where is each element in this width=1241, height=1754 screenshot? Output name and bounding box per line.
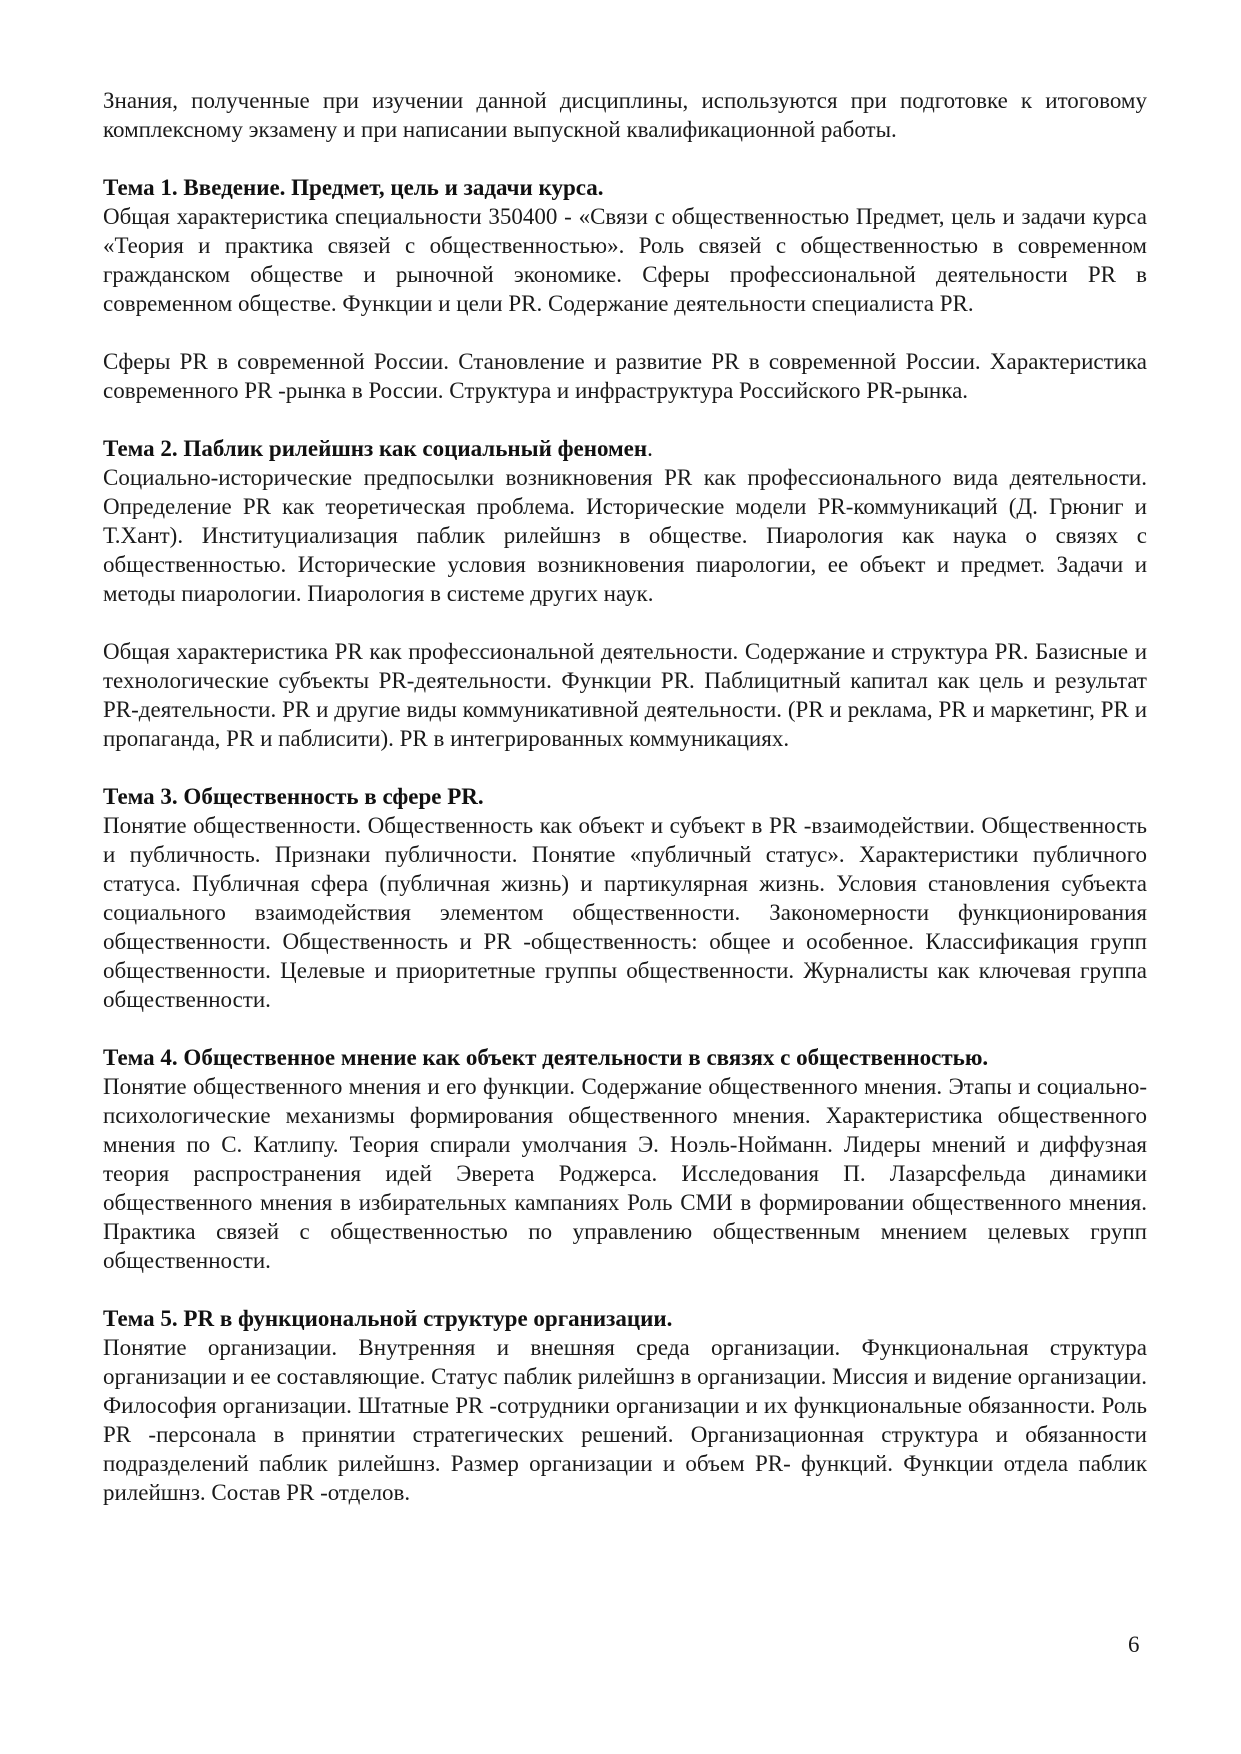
topic-paragraph: Понятие общественности. Общественность как объект и субъект в PR -взаимодействии. Общественность и публичность. Признаки публичности. Понятие «публичный статус». Характеристики публичного статуса. Публичная сфера (публичная жизнь) и партикулярная жизнь. Условия становления субъекта социального взаимодействия элементом общественности. Закономерности функционирования общественности. Общественность и PR -общественность: общее и особенное. Классификация групп общественности. Целевые и приоритетные группы общественности. Журналисты как ключевая группа общественности. <box>103 813 1147 1012</box>
topic-heading <box>103 1304 1147 1333</box>
topic-heading-text: Тема 1. Введение. Предмет, цель и задачи курса. <box>103 175 604 200</box>
spacer <box>103 144 1147 173</box>
topic-paragraph: Общая характеристика специальности 350400 - «Связи с общественностью Предмет, цель и задачи курса «Теория и практика связей с общественностью». Роль связей с общественностью в современном гражданском обществе и рыночной экономике. Сферы профессиональной деятельности PR в современном обществе. Функции и цели PR. Содержание деятельности специалиста PR. <box>103 204 1147 316</box>
topic-paragraph: Сферы PR в современной России. Становление и развитие PR в современной России. Характеристика современного PR -рынка в России. Структура и инфраструктура Российского PR-рынка. <box>103 349 1147 403</box>
topic-heading <box>103 1043 1147 1072</box>
topic-section <box>103 782 1147 1014</box>
document-page <box>103 86 1147 1507</box>
spacer <box>103 1275 1147 1304</box>
topic-heading <box>103 434 1147 463</box>
topic-heading-text: Тема 2. Паблик рилейшнз как социальный феномен <box>103 436 648 461</box>
topic-heading <box>103 782 1147 811</box>
topic-heading-text: Тема 5. PR в функциональной структуре организации. <box>103 1306 673 1331</box>
spacer <box>103 405 1147 434</box>
intro-paragraph: Знания, полученные при изучении данной дисциплины, используются при подготовке к итоговому комплексному экзамену и при написании выпускной квалификационной работы. <box>103 88 1147 142</box>
topic-heading <box>103 173 1147 202</box>
topic-paragraph: Общая характеристика PR как профессиональной деятельности. Содержание и структура PR. Базисные и технологические субъекты PR-деятельности. Функции PR. Паблицитный капитал как цель и результат PR-деятельности. PR и другие виды коммуникативной деятельности. (PR и реклама, PR и маркетинг, PR и пропаганда, PR и паблисити). PR в интегрированных коммуникациях. <box>103 639 1147 751</box>
topic-heading-text: Тема 3. Общественность в сфере PR. <box>103 784 484 809</box>
topic-paragraph: Понятие общественного мнения и его функции. Содержание общественного мнения. Этапы и социально-психологические механизмы формирования общественного мнения. Характеристика общественного мнения по С. Катлипу. Теория спирали умолчания Э. Ноэль-Нойманн. Лидеры мнений и диффузная теория распространения идей Эверета Роджерса. Исследования П. Лазарсфельда динамики общественного мнения в избирательных кампаниях Роль СМИ в формировании общественного мнения. Практика связей с общественностью по управлению общественным мнением целевых групп общественности. <box>103 1074 1147 1273</box>
spacer <box>103 753 1147 782</box>
spacer <box>103 318 1147 347</box>
topic-section <box>103 173 1147 405</box>
spacer <box>103 608 1147 637</box>
spacer <box>103 1014 1147 1043</box>
topic-section <box>103 1043 1147 1275</box>
topic-heading-text: Тема 4. Общественное мнение как объект деятельности в связях с общественностью. <box>103 1045 989 1070</box>
topic-section <box>103 434 1147 753</box>
topic-paragraph: Социально-исторические предпосылки возникновения PR как профессионального вида деятельности. Определение PR как теоретическая проблема. Исторические модели PR-коммуникаций (Д. Грюниг и Т.Хант). Институциализация паблик рилейшнз в обществе. Пиарология как наука о связях с общественностью. Исторические условия возникновения пиарологии, ее объект и предмет. Задачи и методы пиарологии. Пиарология в системе других наук. <box>103 465 1147 606</box>
page-number: 6 <box>1128 1632 1140 1657</box>
topic-heading-tail: . <box>647 436 653 461</box>
topic-section <box>103 1304 1147 1507</box>
topic-paragraph: Понятие организации. Внутренняя и внешняя среда организации. Функциональная структура организации и ее составляющие. Статус паблик рилейшнз в организации. Миссия и видение организации. Философия организации. Штатные PR -сотрудники организации и их функциональные обязанности. Роль PR -персонала в принятии стратегических решений. Организационная структура и обязанности подразделений паблик рилейшнз. Размер организации и объем PR- функций. Функции отдела паблик рилейшнз. Состав PR -отделов. <box>103 1335 1147 1505</box>
